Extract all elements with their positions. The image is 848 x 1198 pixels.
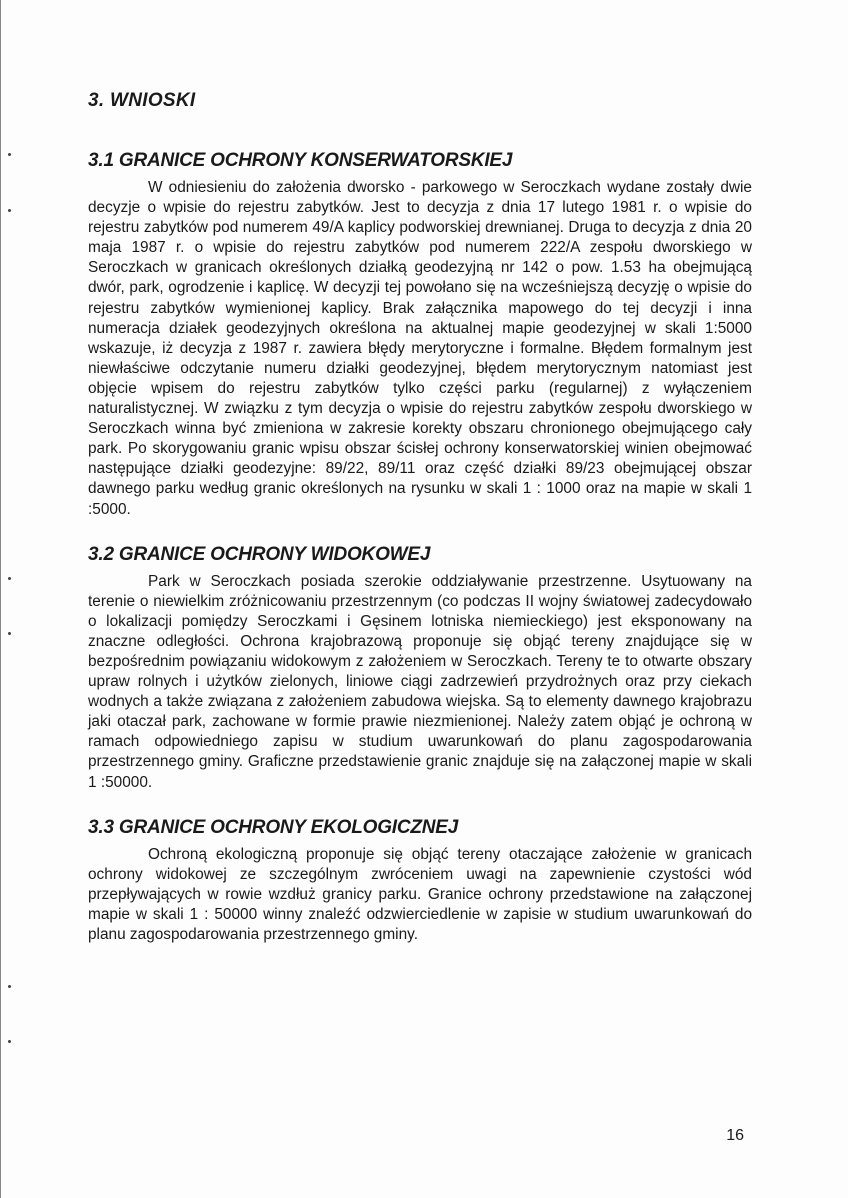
section-conservation (88, 150, 752, 520)
scan-speck (8, 632, 11, 635)
section-paragraph: W odniesieniu do założenia dworsko - parkowego w Seroczkach wydane zostały dwie decyzje o wpisie do rejestru zabytków. Jest to decyzja z dnia 17 lutego 1981 r. o wpisie do rejestru zabytków pod numerem 49/A kaplicy podworskiej drewnianej. Druga to decyzja z dnia 20 maja 1987 r. o wpisie do rejestru zabytków pod numerem 222/A zespołu dworskiego w Seroczkach w granicach określonych działką geodezyjną nr 142 o pow. 1.53 ha obejmującą dwór, park, ogrodzenie i kaplicę. W decyzji tej powołano się na wcześniejszą decyzję o wpisie do rejestru zabytków wymienionej kaplicy. Brak załącznika mapowego do tej decyzji i inna numeracja działek geodezyjnych określona na aktualnej mapie geodezyjnej w skali 1:5000 wskazuje, iż decyzja z 1987 r. zawiera błędy merytoryczne i formalne. Błędem formalnym jest niewłaściwe odczytanie numeru działki geodezyjnej, błędem merytorycznym natomiast jest objęcie wpisem do rejestru zabytków tylko części parku (regularnej) z wyłączeniem naturalistycznej. W związku z tym decyzja o wpisie do rejestru zabytków zespołu dworskiego w Seroczkach winna być zmieniona w zakresie korekty obszaru chronionego obejmującego cały park. Po skorygowaniu granic wpisu obszar ścisłej ochrony konserwatorskiej winien obejmować następujące działki geodezyjne: 89/22, 89/11 oraz część działki 89/23 obejmującej obszar dawnego parku według granic określonych na rysunku w skali 1 : 1000 oraz na mapie w skali 1 :5000. (88, 179, 752, 518)
section-title: 3.3 GRANICE OCHRONY EKOLOGICZNEJ (88, 816, 459, 838)
section-paragraph: Ochroną ekologiczną proponuje się objąć tereny otaczające założenie w granicach ochrony widokowej ze szczególnym zwróceniem uwagi na zapewnienie czystości wód przepływających w rowie wzdłuż granicy parku. Granice ochrony przedstawione na załączonej mapie w skali 1 : 50000 winny znaleźć odzwierciedlenie w zapisie w studium uwarunkowań do planu zagospodarowania przestrzennego gminy. (88, 845, 752, 943)
page-edge (0, 0, 1, 1198)
scan-speck (8, 985, 11, 988)
scan-speck (8, 1040, 11, 1043)
section-paragraph: Park w Seroczkach posiada szerokie oddziaływanie przestrzenne. Usytuowany na terenie o niewielkim zróżnicowaniu przestrzennym (co podczas II wojny światowej zadecydowało o lokalizacji pomiędzy Seroczkami i Gęsinem lotniska niemieckiego) jest eksponowany na znaczne odległości. Ochrona krajobrazową proponuje się objąć tereny znajdujące się w bezpośrednim powiązaniu widokowym z założeniem w Seroczkach. Tereny te to otwarte obszary upraw rolnych i użytków zielonych, liniowe ciągi zadrzewień przydrożnych oraz przy ciekach wodnych a także związana z założeniem zabudowa wiejska. Są to elementy dawnego krajobrazu jaki otaczał park, zachowane w formie prawie niezmienionej. Należy zatem objąć je ochroną w ramach odpowiedniego zapisu w studium uwarunkowań do planu zagospodarowania przestrzennego gminy. Graficzne przedstawienie granic znajduje się na załączonej mapie w skali 1 :50000. (88, 572, 752, 791)
chapter-heading: 3. WNIOSKI (88, 90, 196, 111)
section-title: 3.1 GRANICE OCHRONY KONSERWATORSKIEJ (88, 150, 513, 171)
scan-speck (8, 153, 11, 156)
section-title: 3.2 GRANICE OCHRONY WIDOKOWEJ (88, 543, 431, 565)
scan-speck (8, 209, 11, 212)
scan-speck (8, 577, 11, 580)
section-ecological (88, 817, 752, 945)
document-body (88, 90, 752, 969)
section-landscape (88, 544, 752, 793)
page-number: 16 (726, 1127, 744, 1144)
